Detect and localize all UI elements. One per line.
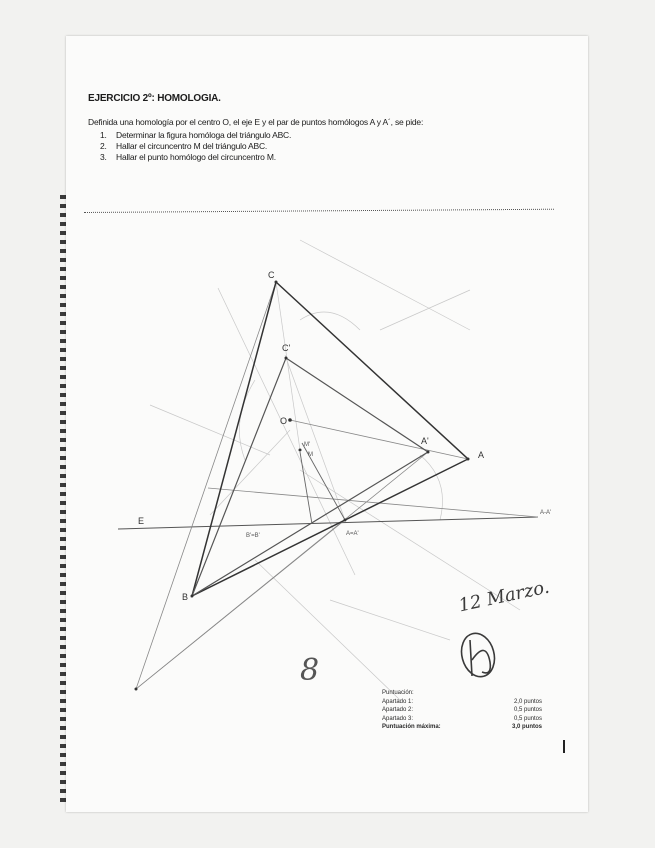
scoring-row: Apartado 2: 0,5 puntos	[382, 707, 542, 713]
task-item: 2. Hallar el circuncentro M del triángulo ABC.	[100, 141, 268, 151]
task-item: 3. Hallar el punto homólogo del circuncentro M.	[100, 152, 276, 162]
ray-lines	[136, 282, 538, 689]
point-label-m: M	[308, 452, 313, 458]
handwritten-date: 12 Marzo.	[456, 576, 552, 617]
handwritten-grade: 8	[300, 653, 320, 688]
axis-point-label-a: A=A'	[346, 531, 359, 537]
circumcenter-lines	[300, 443, 345, 524]
pen-mark	[563, 740, 565, 753]
task-item: 1. Determinar la figura homóloga del triángulo ABC.	[100, 130, 292, 140]
point-label-c-prime: C'	[282, 343, 291, 353]
point-label-m-prime: M'	[304, 442, 311, 448]
signature-icon	[457, 630, 499, 681]
construction-lines	[150, 240, 520, 700]
point-label-a-prime: A'	[421, 436, 429, 446]
point-label-o: O	[280, 416, 288, 426]
scoring-row: Apartado 1: 2,0 puntos	[382, 698, 542, 705]
points	[135, 281, 470, 691]
exercise-title: EJERCICIO 2º: HOMOLOGIA.	[88, 93, 221, 104]
triangle-abc-prime	[192, 358, 428, 596]
point-label-a: A	[478, 450, 485, 460]
far-point-label: A-A'	[540, 510, 552, 516]
scoring-title: Puntuación:	[382, 690, 414, 696]
scoring-max-row: Puntuación máxima: 3,0 puntos	[382, 724, 542, 730]
exercise-intro: Definida una homología por el centro O, el eje E y el par de puntos homólogos A y A´, se pide:	[88, 117, 424, 127]
axis-point-label-b: B'=B'	[246, 533, 260, 539]
axis-label-e: E	[138, 516, 145, 526]
point-label-b: B	[182, 592, 189, 602]
scoring-row: Apartado 3: 0,5 puntos	[382, 715, 542, 722]
scoring-box	[382, 689, 542, 732]
point-label-c: C	[268, 270, 275, 280]
